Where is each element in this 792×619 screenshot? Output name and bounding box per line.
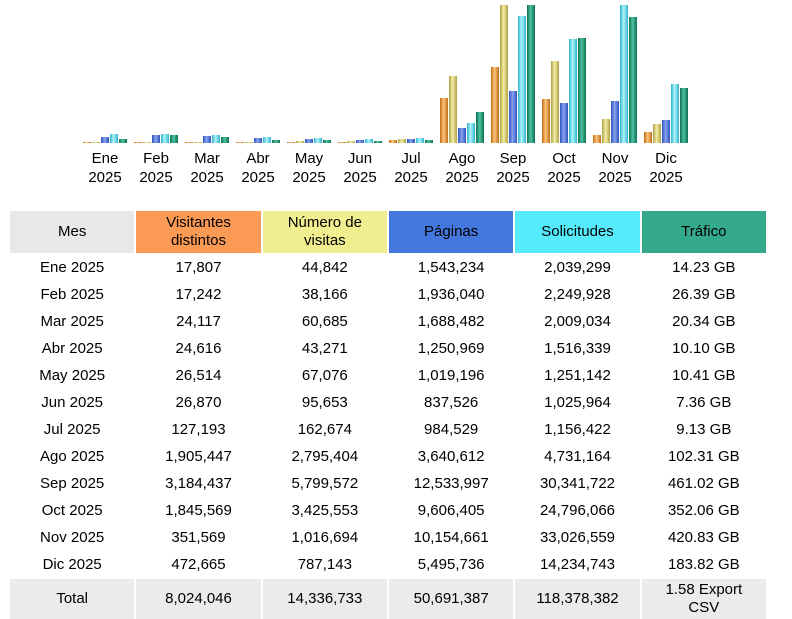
cell-hits: 1,516,339: [515, 336, 639, 361]
bar-visits: [398, 139, 406, 143]
bar-visitors: [542, 99, 550, 143]
bar-pages: [152, 135, 160, 143]
total-visits: 14,336,733: [263, 579, 387, 619]
total-label-cell: Total: [10, 579, 134, 619]
chart-bar-group: [185, 135, 229, 143]
cell-traffic: 183.82 GB: [642, 552, 766, 577]
month-label: [287, 149, 331, 187]
cell-visits: 1,016,694: [263, 525, 387, 550]
cell-hits: 14,234,743: [515, 552, 639, 577]
month-label: [542, 149, 586, 187]
cell-pages: 837,526: [389, 390, 513, 415]
month-year: 2025: [598, 169, 632, 186]
bar-bytes: [578, 38, 586, 143]
cell-pages: 1,936,040: [389, 282, 513, 307]
cell-pages: 1,688,482: [389, 309, 513, 334]
total-pages: 50,691,387: [389, 579, 513, 619]
bar-visitors: [185, 142, 193, 143]
chart-month-labels: [0, 149, 792, 187]
bar-pages: [254, 138, 262, 143]
month-label: [389, 149, 433, 187]
month-year: 2025: [547, 169, 581, 186]
bar-visits: [245, 142, 253, 143]
bar-hits: [416, 138, 424, 143]
bar-hits: [467, 123, 475, 143]
bar-visits: [602, 119, 610, 143]
bar-visitors: [287, 142, 295, 143]
cell-pages: 10,154,661: [389, 525, 513, 550]
cell-visitors: 127,193: [136, 417, 260, 442]
month-year: 2025: [496, 169, 530, 186]
cell-visitors: 1,845,569: [136, 498, 260, 523]
bar-bytes: [374, 141, 382, 143]
cell-traffic: 20.34 GB: [642, 309, 766, 334]
total-visitors: 8,024,046: [136, 579, 260, 619]
cell-visits: 43,271: [263, 336, 387, 361]
month-abbr: Feb: [143, 150, 169, 167]
cell-pages: 5,495,736: [389, 552, 513, 577]
cell-hits: 2,249,928: [515, 282, 639, 307]
bar-hits: [365, 139, 373, 143]
total-hits: 118,378,382: [515, 579, 639, 619]
bar-hits: [212, 135, 220, 143]
row-month-cell: Feb 2025: [10, 282, 134, 307]
cell-visits: 3,425,553: [263, 498, 387, 523]
month-abbr: Jun: [347, 150, 373, 167]
cell-visitors: 17,242: [136, 282, 260, 307]
row-month-cell: Ago 2025: [10, 444, 134, 469]
column-header-visits: Número de visitas: [263, 211, 387, 253]
month-abbr: Mar: [194, 150, 220, 167]
cell-pages: 3,640,612: [389, 444, 513, 469]
bar-bytes: [425, 140, 433, 143]
chart-bar-group: [389, 138, 433, 143]
cell-visits: 2,795,404: [263, 444, 387, 469]
cell-visits: 60,685: [263, 309, 387, 334]
month-label: [338, 149, 382, 187]
bar-pages: [611, 101, 619, 143]
month-abbr: May: [294, 150, 324, 167]
month-year: 2025: [139, 169, 173, 186]
bar-bytes: [272, 140, 280, 143]
month-year: 2025: [88, 169, 122, 186]
chart-bar-group: [236, 137, 280, 143]
cell-visitors: 1,905,447: [136, 444, 260, 469]
cell-traffic: 26.39 GB: [642, 282, 766, 307]
month-label: [134, 149, 178, 187]
bar-visitors: [440, 98, 448, 143]
bar-visitors: [593, 135, 601, 143]
month-year: 2025: [292, 169, 326, 186]
cell-traffic: 420.83 GB: [642, 525, 766, 550]
cell-hits: 4,731,164: [515, 444, 639, 469]
bar-bytes: [629, 17, 637, 143]
bar-bytes: [680, 88, 688, 143]
bar-bytes: [323, 140, 331, 143]
month-abbr: Abr: [246, 150, 270, 167]
bar-visits: [194, 142, 202, 143]
bar-hits: [110, 134, 118, 143]
bar-visitors: [338, 142, 346, 143]
column-header-mes: Mes: [10, 211, 134, 253]
month-year: 2025: [241, 169, 275, 186]
chart-bar-group: [644, 84, 688, 143]
cell-visitors: 24,117: [136, 309, 260, 334]
month-label: [83, 149, 127, 187]
month-abbr: Sep: [499, 150, 527, 167]
bar-bytes: [221, 137, 229, 143]
cell-visitors: 17,807: [136, 255, 260, 280]
bar-visits: [92, 142, 100, 143]
row-month-cell: Abr 2025: [10, 336, 134, 361]
bar-hits: [620, 5, 628, 143]
bar-pages: [356, 140, 364, 143]
column-header-visitors: Visitantes distintos: [136, 211, 260, 253]
month-abbr: Ago: [448, 150, 476, 167]
cell-traffic: 7.36 GB: [642, 390, 766, 415]
cell-visits: 787,143: [263, 552, 387, 577]
bar-hits: [161, 134, 169, 143]
row-month-cell: May 2025: [10, 363, 134, 388]
cell-visitors: 26,514: [136, 363, 260, 388]
cell-visitors: 351,569: [136, 525, 260, 550]
cell-hits: 33,026,559: [515, 525, 639, 550]
row-month-cell: Jul 2025: [10, 417, 134, 442]
bar-hits: [263, 137, 271, 143]
total-traffic-export-csv[interactable]: 1.58 Export CSV: [642, 579, 766, 619]
cell-traffic: 10.41 GB: [642, 363, 766, 388]
cell-hits: 1,156,422: [515, 417, 639, 442]
cell-pages: 9,606,405: [389, 498, 513, 523]
cell-visits: 162,674: [263, 417, 387, 442]
cell-pages: 1,543,234: [389, 255, 513, 280]
column-header-traffic: Tráfico: [642, 211, 766, 253]
cell-pages: 12,533,997: [389, 471, 513, 496]
cell-visits: 95,653: [263, 390, 387, 415]
bar-visitors: [236, 142, 244, 143]
cell-traffic: 102.31 GB: [642, 444, 766, 469]
bar-pages: [509, 91, 517, 143]
column-header-pages: Páginas: [389, 211, 513, 253]
bar-bytes: [119, 139, 127, 143]
month-year: 2025: [394, 169, 428, 186]
month-abbr: Oct: [552, 150, 576, 167]
bar-bytes: [170, 135, 178, 143]
bar-pages: [305, 139, 313, 143]
chart-bar-group: [542, 38, 586, 143]
cell-traffic: 14.23 GB: [642, 255, 766, 280]
cell-visitors: 24,616: [136, 336, 260, 361]
cell-visits: 67,076: [263, 363, 387, 388]
cell-visits: 38,166: [263, 282, 387, 307]
chart-bars: [0, 3, 792, 143]
month-label: [491, 149, 535, 187]
cell-hits: 2,039,299: [515, 255, 639, 280]
month-label: [236, 149, 280, 187]
month-year: 2025: [445, 169, 479, 186]
row-month-cell: Mar 2025: [10, 309, 134, 334]
month-year: 2025: [190, 169, 224, 186]
month-label: [440, 149, 484, 187]
bar-pages: [407, 139, 415, 143]
month-label: [185, 149, 229, 187]
cell-hits: 1,025,964: [515, 390, 639, 415]
cell-traffic: 9.13 GB: [642, 417, 766, 442]
cell-hits: 1,251,142: [515, 363, 639, 388]
bar-visits: [449, 76, 457, 143]
cell-pages: 984,529: [389, 417, 513, 442]
cell-hits: 2,009,034: [515, 309, 639, 334]
row-month-cell: Sep 2025: [10, 471, 134, 496]
cell-visitors: 3,184,437: [136, 471, 260, 496]
month-abbr: Jul: [401, 150, 421, 167]
bar-visits: [143, 142, 151, 143]
chart-bar-group: [134, 134, 178, 143]
chart-bar-group: [491, 5, 535, 143]
bar-hits: [518, 16, 526, 143]
bar-pages: [203, 136, 211, 143]
month-label: [593, 149, 637, 187]
month-year: 2025: [343, 169, 377, 186]
row-month-cell: Jun 2025: [10, 390, 134, 415]
cell-visits: 5,799,572: [263, 471, 387, 496]
row-month-cell: Ene 2025: [10, 255, 134, 280]
month-abbr: Dic: [655, 150, 677, 167]
bar-visitors: [83, 142, 91, 143]
bar-visitors: [491, 67, 499, 143]
chart-bar-group: [440, 76, 484, 143]
row-month-cell: Nov 2025: [10, 525, 134, 550]
bar-hits: [671, 84, 679, 143]
chart-bar-group: [338, 139, 382, 143]
bar-visits: [551, 61, 559, 143]
bar-visits: [296, 141, 304, 143]
monthly-history-chart: [0, 0, 792, 187]
summary-table: [10, 211, 766, 619]
bar-hits: [569, 39, 577, 143]
row-month-cell: Dic 2025: [10, 552, 134, 577]
row-month-cell: Oct 2025: [10, 498, 134, 523]
chart-bar-group: [83, 134, 127, 143]
chart-bar-group: [287, 138, 331, 143]
bar-hits: [314, 138, 322, 143]
bar-visits: [653, 124, 661, 143]
bar-visits: [500, 5, 508, 143]
bar-pages: [458, 128, 466, 143]
cell-hits: 30,341,722: [515, 471, 639, 496]
month-label: [644, 149, 688, 187]
cell-visits: 44,842: [263, 255, 387, 280]
month-year: 2025: [649, 169, 683, 186]
bar-pages: [101, 137, 109, 143]
column-header-hits: Solicitudes: [515, 211, 639, 253]
bar-pages: [662, 120, 670, 143]
cell-visitors: 26,870: [136, 390, 260, 415]
bar-pages: [560, 103, 568, 143]
bar-visitors: [389, 140, 397, 143]
cell-traffic: 10.10 GB: [642, 336, 766, 361]
cell-traffic: 461.02 GB: [642, 471, 766, 496]
month-abbr: Nov: [601, 150, 629, 167]
month-abbr: Ene: [91, 150, 119, 167]
bar-bytes: [476, 112, 484, 143]
cell-hits: 24,796,066: [515, 498, 639, 523]
bar-visitors: [644, 132, 652, 143]
cell-pages: 1,250,969: [389, 336, 513, 361]
bar-bytes: [527, 5, 535, 143]
cell-traffic: 352.06 GB: [642, 498, 766, 523]
cell-visitors: 472,665: [136, 552, 260, 577]
chart-bar-group: [593, 5, 637, 143]
bar-visits: [347, 141, 355, 143]
bar-visitors: [134, 142, 142, 143]
cell-pages: 1,019,196: [389, 363, 513, 388]
